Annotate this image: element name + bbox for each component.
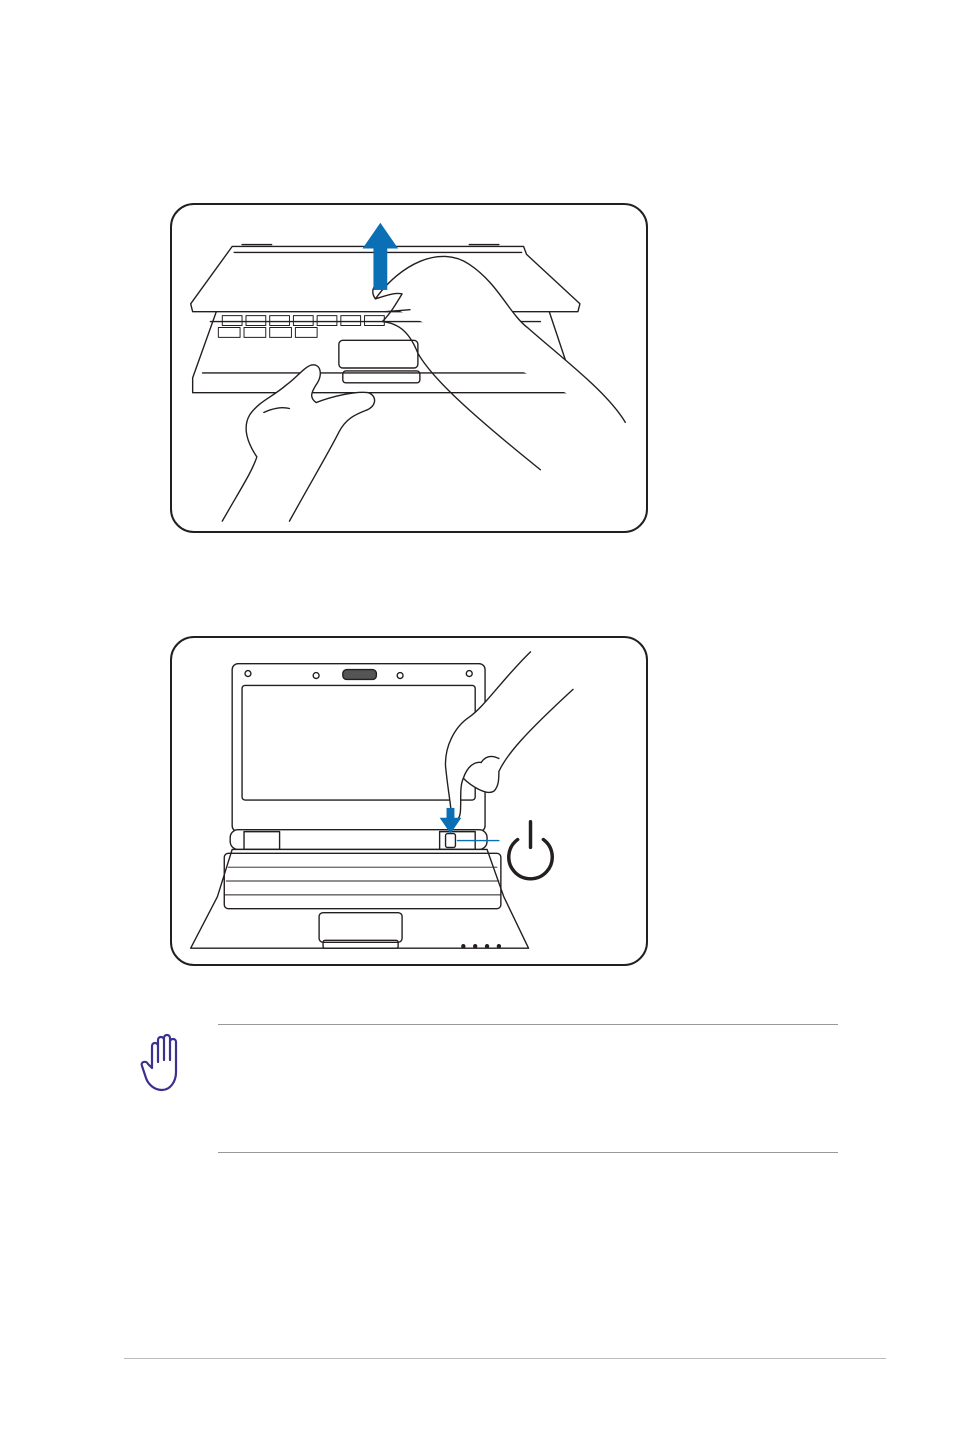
notice-block	[140, 1024, 840, 1154]
notice-top-rule	[218, 1024, 838, 1025]
power-icon	[509, 822, 552, 879]
open-lid-illustration-frame	[170, 203, 648, 533]
notice-bottom-rule	[218, 1152, 838, 1153]
open-lid-illustration	[172, 205, 646, 531]
footer-rule	[124, 1358, 886, 1359]
press-power-illustration-frame	[170, 636, 648, 966]
press-power-illustration	[172, 638, 646, 964]
raised-hand-icon	[140, 1032, 190, 1094]
